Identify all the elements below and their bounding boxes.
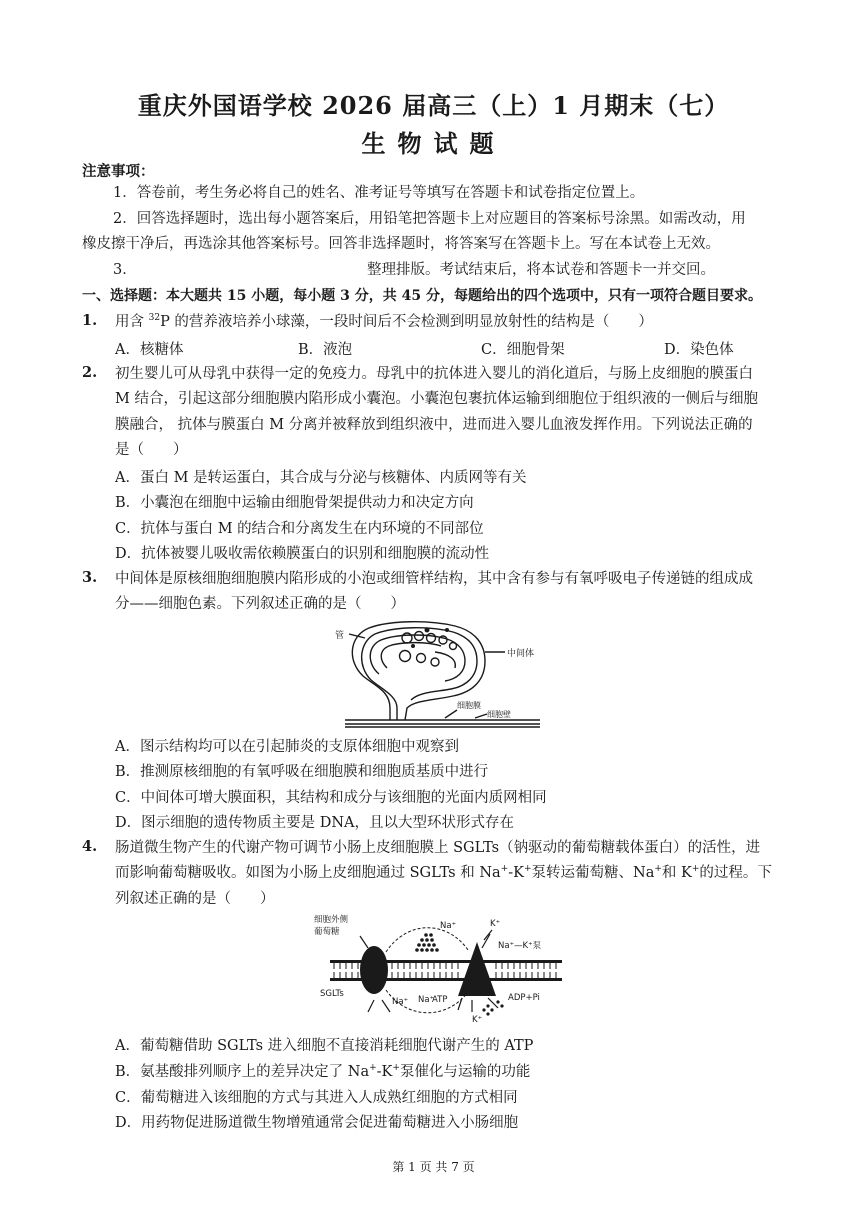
question-number: 1. <box>82 312 98 329</box>
option-c: C．细胞骨架 <box>481 342 565 358</box>
question-3-stem-line: 分——细胞色素。下列叙述正确的是（ ） <box>115 596 405 612</box>
option-d: D．用药物促进肠道微生物增殖通常会促进葡萄糖进入小肠细胞 <box>115 1115 519 1131</box>
section-heading: 一、选择题：本大题共 15 小题，每小题 3 分，共 45 分，每题给出的四个选项中，只有一项符合题目要求。 <box>82 288 762 304</box>
page-number: 第 1 页 共 7 页 <box>392 1160 475 1174</box>
question-4-stem-line: 而影响葡萄糖吸收。如图为小肠上皮细胞通过 SGLTs 和 Na+-K+泵转运葡萄糖、Na+和 K+的过程。下 <box>115 864 772 881</box>
question-1-stem: 用含 $^{32}$P 的营养液培养小球藻，一段时间后不会检测到明显放射性的结构是（ ） <box>115 313 653 330</box>
option-b: B．液泡 <box>298 342 353 358</box>
question-2-stem-line: 初生婴儿可从母乳中获得一定的免疫力。母乳中的抗体进入婴儿的消化道后，与肠上皮细胞的膜蛋白 <box>115 366 753 382</box>
notice-heading: 注意事项： <box>82 163 155 180</box>
option-a: A．图示结构均可以在引起肺炎的支原体细胞中观察到 <box>115 739 459 755</box>
question-2-stem-line: 膜融合， 抗体与膜蛋白 M 分离并被释放到组织液中，进而进入婴儿血液发挥作用。下列说法正确的 <box>115 417 753 433</box>
option-b: B．推测原核细胞的有氧呼吸在细胞膜和细胞质基质中进行 <box>115 764 489 780</box>
option-b: B．氨基酸排列顺序上的差异决定了 Na+-K+泵催化与运输的功能 <box>115 1063 531 1080</box>
question-4-stem-line: 肠道微生物产生的代谢产物可调节小肠上皮细胞膜上 SGLTs（钠驱动的葡萄糖载体蛋白）的活性，进 <box>115 840 761 856</box>
notice-item-3a: 3． <box>113 262 137 278</box>
figure-label-adp: ADP+Pi <box>508 993 540 1003</box>
option-a: A．蛋白 M 是转运蛋白，其合成与分泌与核糖体、内质网等有关 <box>115 470 527 486</box>
notice-item-3b: 整理排版。考试结束后，将本试卷和答题卡一并交回。 <box>367 262 715 278</box>
figure-label-wall: 细胞壁 <box>487 710 511 719</box>
figure-label-mesosome: 中间体 <box>507 649 535 659</box>
figure-label-na-bottom-1: Na⁺ <box>392 997 409 1007</box>
figure-label-left: 管 <box>335 631 345 641</box>
option-d: D．抗体被婴儿吸收需依赖膜蛋白的识别和细胞膜的流动性 <box>115 546 490 562</box>
figure-label-outside: 细胞外侧 <box>314 915 349 925</box>
figure-label-na-bottom-2: Na⁺ <box>418 995 435 1005</box>
option-b: B．小囊泡在细胞中运输由细胞骨架提供动力和决定方向 <box>115 495 474 511</box>
figure-label-atp: ATP <box>432 995 448 1005</box>
figure-label-na-top: Na⁺ <box>440 921 457 931</box>
option-c: C．抗体与蛋白 M 的结合和分离发生在内环境的不同部位 <box>115 521 484 537</box>
transport-diagram <box>312 912 564 1027</box>
notice-item-2a: 2．回答选择题时，选出每小题答案后，用铅笔把答题卡上对应题目的答案标号涂黑。如需改动，用 <box>113 211 746 227</box>
exam-title: 重庆外国语学校 2026 届高三（上）1 月期末（七） <box>137 91 730 120</box>
figure-label-glucose: 葡萄糖 <box>314 927 340 937</box>
option-c: C．葡萄糖进入该细胞的方式与其进入人成熟红细胞的方式相同 <box>115 1090 518 1106</box>
option-c: C．中间体可增大膜面积，其结构和成分与该细胞的光面内质网相同 <box>115 790 547 806</box>
question-4-stem-line: 列叙述正确的是（ ） <box>115 891 275 907</box>
option-d: D．图示细胞的遗传物质主要是 DNA，且以大型环状形式存在 <box>115 815 515 831</box>
figure-label-membrane: 细胞膜 <box>457 701 481 710</box>
option-a: A．核糖体 <box>115 342 184 358</box>
question-2-stem-line: M 结合，引起这部分细胞膜内陷形成小囊泡。小囊泡包裹抗体运输到细胞位于组织液的一侧后与细胞 <box>115 391 758 407</box>
question-2-stem-line: 是（ ） <box>115 442 188 458</box>
notice-item-1: 1．答卷前，考生务必将自己的姓名、准考证号等填写在答题卡和试卷指定位置上。 <box>113 185 645 201</box>
question-number: 2. <box>82 364 98 381</box>
question-number: 3. <box>82 569 98 586</box>
option-d: D．染色体 <box>664 342 734 358</box>
question-number: 4. <box>82 838 98 855</box>
notice-item-2b: 橡皮擦干净后，再选涂其他答案标号。回答非选择题时，将答案写在答题卡上。写在本试卷上无效。 <box>82 236 720 252</box>
figure-label-sglts: SGLTs <box>320 989 344 999</box>
figure-label-k-top: K⁺ <box>490 919 501 929</box>
mesosome-diagram <box>335 616 550 728</box>
figure-label-pump: Na⁺—K⁺泵 <box>498 941 542 951</box>
figure-label-k-bottom: K⁺ <box>472 1015 483 1025</box>
exam-subject: 生物试题 <box>361 129 506 158</box>
question-3-stem-line: 中间体是原核细胞细胞膜内陷形成的小泡或细管样结构，其中含有参与有氧呼吸电子传递链的组成成 <box>115 571 753 587</box>
option-a: A．葡萄糖借助 SGLTs 进入细胞不直接消耗细胞代谢产生的 ATP <box>115 1038 534 1054</box>
